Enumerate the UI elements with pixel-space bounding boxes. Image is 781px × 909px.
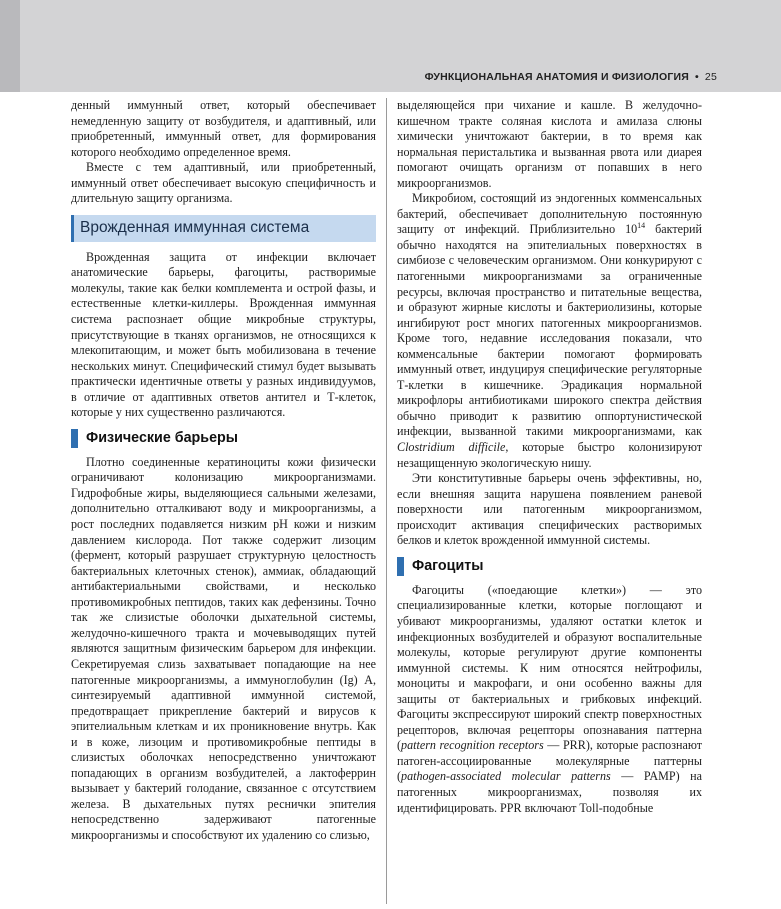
microbiome-text-end: , которые быстро колонизируют незащищенную экологическую нишу. (397, 440, 702, 470)
phagocytes-text-middle: — PRR), которые распознают патоген-ассоциированные молекулярные паттерны ( (397, 738, 702, 784)
running-title: ФУНКЦИОНАЛЬНАЯ АНАТОМИЯ И ФИЗИОЛОГИЯ (424, 71, 690, 83)
phagocytes-paragraph (397, 583, 702, 816)
phagocytes-text-end: — PAMP) на патогенных микроорганизмах, позволяя их идентифицировать. PPR включают Toll-подобные (397, 769, 702, 815)
physical-barriers-heading (71, 429, 376, 448)
column-divider (386, 98, 387, 904)
phagocytes-heading (397, 557, 702, 576)
heading-marker-bar (397, 557, 404, 576)
intro-paragraph-2: Вместе с тем адаптивный, или приобретенный, иммунный ответ обеспечивает высокую специфичность и длительную защиту организма. (71, 160, 376, 206)
exponent: 14 (637, 221, 646, 231)
innate-immune-paragraph: Врожденная защита от инфекции включает анатомические барьеры, фагоциты, растворимые молекулы, такие как белки комплемента и острой фазы, и естественные клетки-киллеры. Врожденная иммунная система распознает общие микробные структуры, присутствующие в тканях организмов, не относящихся к млекопитающим, и может быть мобилизована в течение нескольких минут. Специфический стимул будет вызывать практически идентичные ответы у разных индивидуумов, в отличие от адаптивных ответов антител и Т-клеток, которые у них существенно различаются. (71, 249, 376, 420)
running-header (425, 71, 717, 83)
prr-term: pattern recognition receptors (401, 738, 544, 753)
phagocytes-text-start: Фагоциты («поедающие клетки») — это специализированные клетки, которые поглощают и убивают микроорганизмы, удаляют остатки клеток и инфекционных возбудителей и образуют воспалительные молекулы, которые регулируют другие компоненты иммунной системы. К ним относятся нейтрофилы, моноциты и макрофаги, и они особенно важны для защиты от бактериальных и грибковых инфекций. Фагоциты экспрессируют широкий спектр поверхностных рецепторов, включая рецепторы опознавания паттерна ( (397, 582, 702, 753)
phagocytes-title: Фагоциты (412, 557, 484, 574)
left-column (71, 98, 376, 844)
header-bullet: • (695, 71, 699, 83)
species-name: Clostridium difficile (397, 440, 506, 455)
continued-paragraph: выделяющейся при чихание и кашле. В желудочно-кишечном тракте соляная кислота и амилаза слюны химически уничтожают бактерии, в то время как нормальная перистальтика и вызванная рвота или диарея помогают очищать организм от попавших в него микроорганизмов. (397, 98, 702, 190)
microbiome-paragraph (397, 191, 702, 471)
page-number: 25 (704, 71, 717, 83)
right-column (397, 98, 702, 816)
heading-marker-bar (71, 429, 78, 448)
constitutive-barriers-paragraph: Эти конститутивные барьеры очень эффективны, но, если внешняя защита нарушена появлением раневой поверхности или патогенным микроорганизмом, происходит активация специфических растворимых белков и клеток врожденной иммунной системы. (397, 471, 702, 548)
physical-barriers-paragraph: Плотно соединенные кератиноциты кожи физически ограничивают колонизацию микроорганизмами. Гидрофобные жиры, выделяющиеся сальными железами, дополнительно отталкивают воду и микроорганизмы, а рост последних подавляется низким pH кожи и низким давлением кислорода. Пот также содержит лизоцим (фермент, который разрушает структурную целостность бактериальных клеточных стенок), аммиак, обладающий антибактериальными свойствами, и несколько противомикробных пептидов, таких как дефензины. Точно так же слизистые оболочки дыхательной системы, желудочно-кишечного тракта и мочевыводящих путей являются защитным физическим барьером для инфекции. Секретируемая слизь захватывает попадающие на нее патогенные микроорганизмы, а иммуноглобулин (Ig) A, синтезируемый адаптивной иммунной системой, предотвращает прикрепление бактерий и вирусов к эпителиальным клеткам и их проникновение внутрь. Как и в коже, лизоцим и противомикробные пептиды в слизистых оболочках непосредственно уничтожают попадающих в организм возбудителей, а лактоферрин вызывает у бактерий голодание, связанное с отсутствием железа. В дыхательных путях реснички эпителия непосредственно задерживают патогенные микроорганизмы и способствуют их удалению со слизью, (71, 454, 376, 842)
page-edge-strip (0, 0, 20, 92)
microbiome-text-middle: бактерий обычно находятся на эпителиальных поверхностях в симбиозе с человеческим организмом. Они конкурируют с патогенными микроорганизмами за ограниченные ресурсы, включая пространство и питательные вещества, и образуют жирные кислоты и бактериолизины, которые ингибируют рост многих патогенных микроорганизмов. Кроме того, недавние исследования показали, что комменсальные бактерии помогают формировать иммунный ответ, индуцируя специфические регуляторные Т-клетки в кишечнике. Эрадикация нормальной микрофлоры антибиотиками широкого спектра действия обычно приводит к развитию оппортунистической инфекции, вызванной такими микроорганизмами, как (397, 222, 702, 439)
pamp-term: pathogen-associated molecular patterns (401, 769, 611, 784)
innate-immune-heading: Врожденная иммунная система (71, 215, 376, 242)
intro-paragraph: денный иммунный ответ, который обеспечивает немедленную защиту от возбудителя, и адаптивный, или приобретенный, иммунный ответ, для формирования которого необходимо определенное время. (71, 98, 376, 159)
microbiome-text-start: Микробиом, состоящий из эндогенных комменсальных бактерий, обеспечивает дополнительную постоянную защиту от инфекций. Приблизительно 10 (397, 191, 702, 237)
physical-barriers-title: Физические барьеры (86, 429, 238, 446)
